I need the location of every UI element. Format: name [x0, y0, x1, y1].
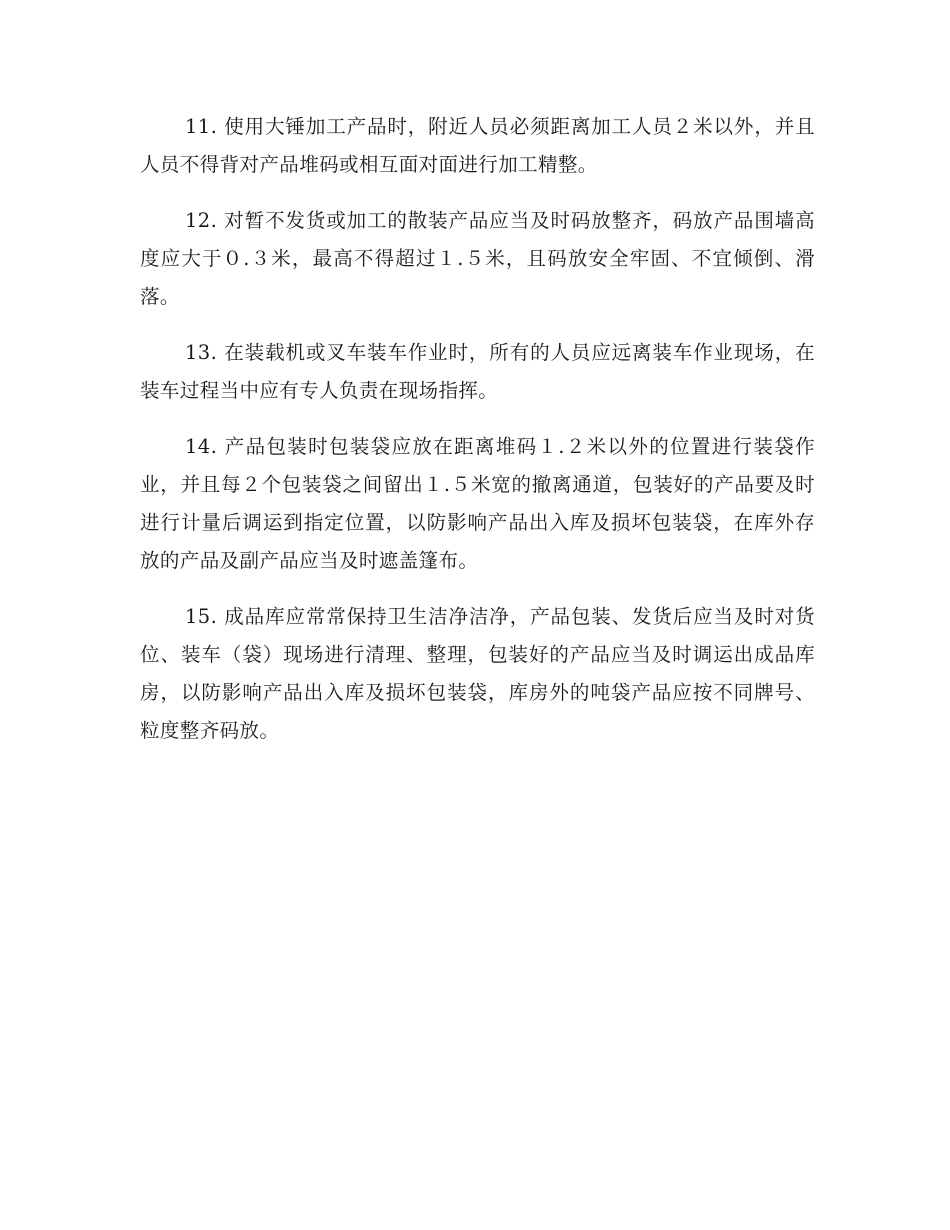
- paragraph-item-12: 12. 对暂不发货或加工的散装产品应当及时码放整齐，码放产品围墙高度应大于０.３米，最高不得超过１.５米，且码放安全牢固、不宜倾倒、滑落。: [140, 209, 815, 308]
- document-body: [140, 108, 815, 768]
- paragraph-item-15: 15. 成品库应常常保持卫生洁净洁净，产品包装、发货后应当及时对货位、装车（袋）现场进行清理、整理，包装好的产品应当及时调运出成品库房，以防影响产品出入库及损坏包装袋，库房外的吨袋产品应按不同牌号、粒度整齐码放。: [140, 605, 815, 742]
- paragraph-item-11: 11. 使用大锤加工产品时，附近人员必须距离加工人员２米以外，并且人员不得背对产品堆码或相互面对面进行加工精整。: [140, 115, 815, 176]
- paragraph-item-14: 14. 产品包装时包装袋应放在距离堆码１.２米以外的位置进行装袋作业，并且每２个包装袋之间留出１.５米宽的撤离通道，包装好的产品要及时进行计量后调运到指定位置，以防影响产品出入库及损坏包装袋，在库外存放的产品及副产品应当及时遮盖篷布。: [140, 435, 815, 572]
- paragraph-item-13: 13. 在装载机或叉车装车作业时，所有的人员应远离装车作业现场，在装车过程当中应有专人负责在现场指挥。: [140, 341, 815, 402]
